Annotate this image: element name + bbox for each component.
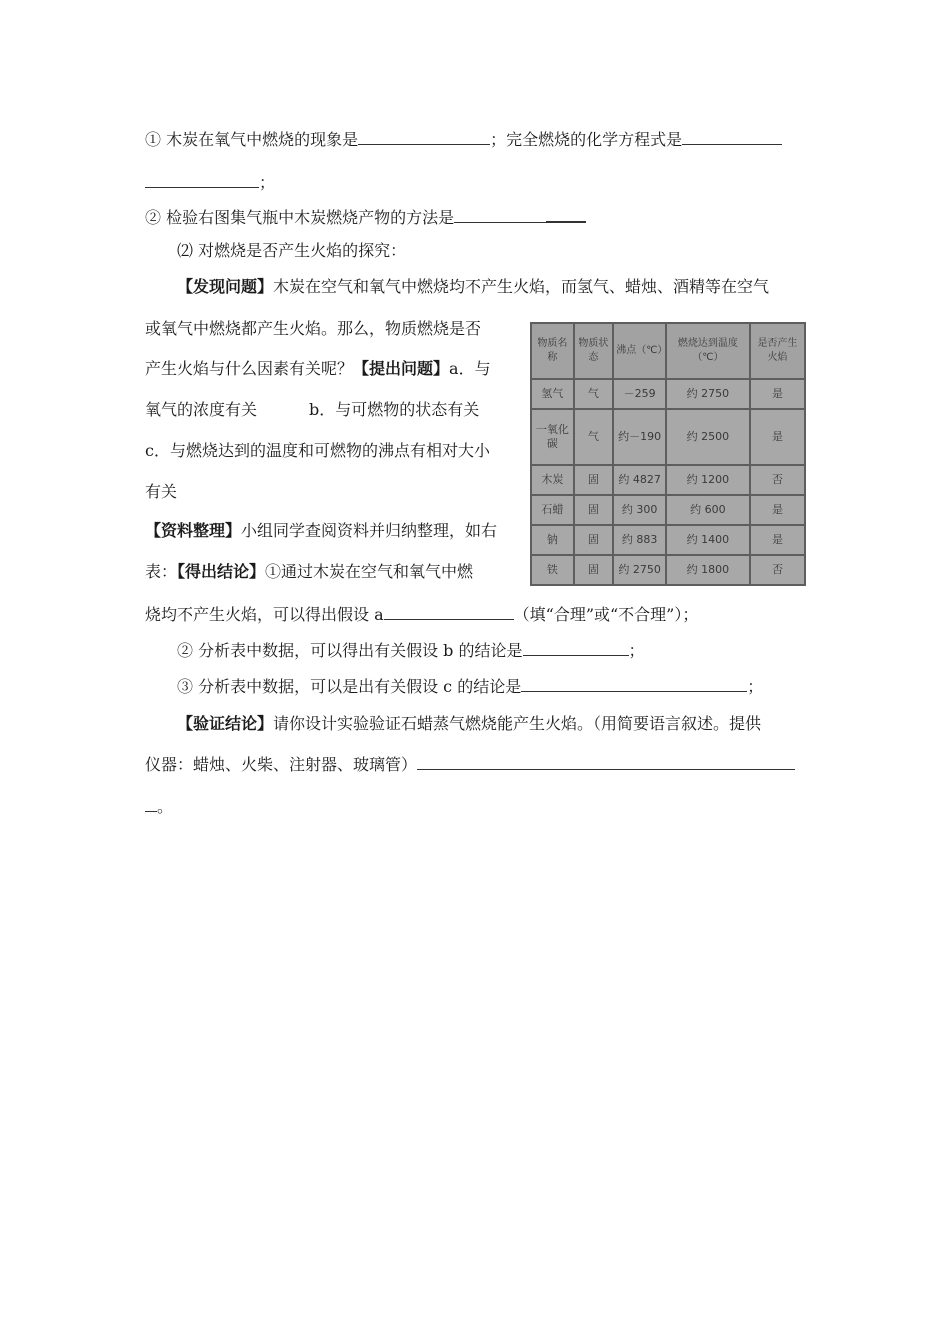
table-cell: 是 [750,525,805,555]
table-cell: 约 1800 [666,555,750,585]
table-cell: 铁 [531,555,574,585]
table-cell: 约 1200 [666,465,750,495]
materials-text2a: 表： [145,562,178,581]
hyp-c-text: c．与燃烧达到的温度和可燃物的沸点有相对大小 [145,441,490,460]
q1-prompt-equation: ；完全燃烧的化学方程式是 [490,130,683,149]
q1-line2-end: ； [259,173,276,192]
hyp-a-text: 氧气的浓度有关 [145,400,258,419]
table-cell: 是 [750,379,805,409]
hyp-c-blank[interactable] [521,675,747,692]
table-cell: 钠 [531,525,574,555]
discover-label: 【发现问题】 [177,277,274,296]
hyp-c-text-end: 有关 [145,482,178,501]
q2-blank-thick[interactable] [546,205,586,223]
q1-equation-blank[interactable] [682,128,782,145]
q1-line1 [145,128,782,151]
discover-line3 [145,358,491,380]
data-table-figure [530,322,806,586]
analysis-b-line [177,639,645,662]
ask-label: 【提出问题】 [353,359,450,378]
table-cell: 约 1400 [666,525,750,555]
materials-text3a: 烧均不产生火焰，可以得出假设 a [145,605,384,624]
table-cell: 否 [750,465,805,495]
table-cell: －259 [613,379,666,409]
materials-label: 【资料整理】 [145,521,242,540]
analysis-b-text: ② 分析表中数据，可以得出有关假设 b 的结论是 [177,641,523,660]
verify-text2: 仪器：蜡烛、火柴、注射器、玻璃管） [145,755,418,774]
verify-blank[interactable] [417,753,795,770]
table-row [531,525,805,555]
combustion-data-table [530,322,806,586]
analysis-c-end: ； [747,677,764,696]
verify-label: 【验证结论】 [177,714,274,733]
table-cell: 约－190 [613,409,666,465]
q2-prompt: ② 检验右图集气瓶中木炭燃烧产物的方法是 [145,208,455,227]
conclusion-label: 【得出结论】 [177,562,266,581]
ask-hyp-a: a．与 [449,359,491,378]
q1-prompt-phenomenon: ① 木炭在氧气中燃烧的现象是 [145,130,359,149]
table-cell: 否 [750,555,805,585]
table-header-cell: 沸点（℃） [613,323,666,379]
table-cell: 约 2750 [613,555,666,585]
materials-text1: 小组同学查阅资料并归纳整理，如右 [241,521,498,540]
table-header-cell: 燃烧达到温度（℃） [666,323,750,379]
q2-line [145,205,586,229]
q2-blank[interactable] [454,206,546,223]
table-cell: 石蜡 [531,495,574,525]
table-row [531,495,805,525]
table-cell: 约 2750 [666,379,750,409]
materials-line2 [145,561,473,583]
table-row [531,379,805,409]
verify-line1 [177,713,761,735]
discover-text1: 木炭在空气和氧气中燃烧均不产生火焰，而氢气、蜡烛、酒精等在空气 [273,277,770,296]
verify-line2 [145,753,795,776]
materials-line3 [145,603,698,626]
verify-end: 。 [157,797,174,816]
table-cell: 是 [750,409,805,465]
table-cell: 氢气 [531,379,574,409]
discover-line4 [145,399,479,421]
verify-text1: 请你设计实验验证石蜡蒸气燃烧能产生火焰。（用简要语言叙述。提供 [273,714,762,733]
analysis-b-end: ； [628,641,645,660]
verify-blank-cont[interactable] [145,795,157,812]
table-header-cell: 物质状态 [574,323,614,379]
analysis-c-line [177,675,763,698]
table-cell: 木炭 [531,465,574,495]
hyp-a-blank[interactable] [384,603,514,620]
table-cell: 气 [574,409,614,465]
table-cell: 气 [574,379,614,409]
table-row [531,465,805,495]
materials-text2b: ①通过木炭在空气和氧气中燃 [265,562,474,581]
verify-line3 [145,795,173,818]
q1-phenomenon-blank[interactable] [358,128,490,145]
table-cell: 约 600 [666,495,750,525]
table-header-cell: 物质名称 [531,323,574,379]
hyp-b-blank[interactable] [523,639,629,656]
table-cell: 固 [574,465,614,495]
table-row [531,409,805,465]
materials-line1 [145,520,497,542]
table-cell: 固 [574,555,614,585]
table-cell: 约 883 [613,525,666,555]
table-cell: 约 4827 [613,465,666,495]
table-header-row [531,323,805,379]
hyp-b-text: b．与可燃物的状态有关 [309,400,480,419]
table-cell: 固 [574,525,614,555]
discover-text3: 产生火焰与什么因素有关呢？ [145,359,354,378]
q1-line2 [145,171,275,194]
discover-line2: 或氧气中燃烧都产生火焰。那么，物质燃烧是否 [145,319,482,338]
table-cell: 是 [750,495,805,525]
materials-text3b: （填“合理”或“不合理”）； [513,605,699,624]
table-cell: 约 2500 [666,409,750,465]
table-row [531,555,805,585]
table-cell: 固 [574,495,614,525]
part2-title: ⑵ 对燃烧是否产生火焰的探究： [177,241,407,260]
table-header-cell: 是否产生火焰 [750,323,805,379]
table-cell: 一氧化碳 [531,409,574,465]
q1-equation-blank-cont[interactable] [145,171,259,188]
table-cell: 约 300 [613,495,666,525]
discover-line1 [177,276,769,298]
analysis-c-text: ③ 分析表中数据，可以是出有关假设 c 的结论是 [177,677,522,696]
